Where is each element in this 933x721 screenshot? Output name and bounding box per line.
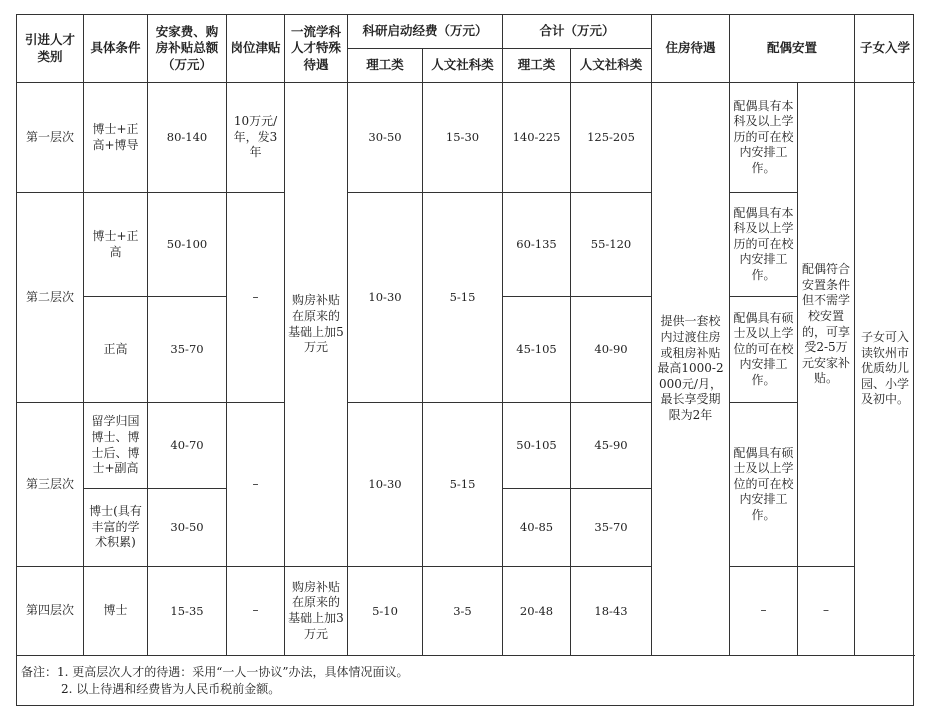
level-2-allowance: – bbox=[227, 193, 285, 403]
level-3-startup-hum: 5-15 bbox=[423, 403, 503, 567]
level-1-settle: 80-140 bbox=[148, 83, 227, 193]
level-4-total-hum: 18-43 bbox=[571, 567, 652, 656]
header-category: 引进人才类别 bbox=[17, 15, 84, 83]
level-2a-settle: 50-100 bbox=[148, 193, 227, 297]
header-total-hum: 人文社科类 bbox=[571, 49, 652, 83]
level-3a-condition: 留学归国博士、博士后、博士+副高 bbox=[84, 403, 148, 489]
level-3-startup-sci: 10-30 bbox=[348, 403, 423, 567]
level-4-settle: 15-35 bbox=[148, 567, 227, 656]
special-treatment: 购房补贴在原来的基础上加5万元 bbox=[285, 83, 348, 567]
level-3a-total-sci: 50-105 bbox=[503, 403, 571, 489]
level-1-startup-hum: 15-30 bbox=[423, 83, 503, 193]
level-4-allowance: – bbox=[227, 567, 285, 656]
header-condition: 具体条件 bbox=[84, 15, 148, 83]
level-4-spouse: – bbox=[730, 567, 798, 656]
level-1-spouse: 配偶具有本科及以上学历的可在校内安排工作。 bbox=[730, 83, 798, 193]
level-2a-total-hum: 55-120 bbox=[571, 193, 652, 297]
spouse-extra-allowance: 配偶符合安置条件但不需学校安置的，可享受2-5万元安家补贴。 bbox=[798, 83, 855, 567]
level-1-allowance: 10万元/年，发3年 bbox=[227, 83, 285, 193]
level-3b-total-hum: 35-70 bbox=[571, 489, 652, 567]
header-children: 子女入学 bbox=[855, 15, 915, 83]
header-spouse: 配偶安置 bbox=[730, 15, 855, 83]
level-3b-total-sci: 40-85 bbox=[503, 489, 571, 567]
note-line-1: 备注：1. 更高层次人才的待遇：采用“一人一协议”办法，具体情况面议。 bbox=[21, 665, 409, 679]
level-3a-settle: 40-70 bbox=[148, 403, 227, 489]
level-1-total-sci: 140-225 bbox=[503, 83, 571, 193]
header-startup-sci: 理工类 bbox=[348, 49, 423, 83]
level-1-startup-sci: 30-50 bbox=[348, 83, 423, 193]
level-3-label: 第三层次 bbox=[17, 403, 84, 567]
level-4-spouse-extra: – bbox=[798, 567, 855, 656]
table-notes bbox=[17, 656, 915, 707]
level-3-allowance: – bbox=[227, 403, 285, 567]
level-2b-total-sci: 45-105 bbox=[503, 297, 571, 403]
header-settle: 安家费、购房补贴总额（万元） bbox=[148, 15, 227, 83]
level-3a-total-hum: 45-90 bbox=[571, 403, 652, 489]
level-2-startup-sci: 10-30 bbox=[348, 193, 423, 403]
housing-treatment: 提供一套校内过渡住房或租房补贴最高1000-2000元/月，最长享受期限为2年 bbox=[652, 83, 730, 656]
level-3-spouse: 配偶具有硕士及以上学位的可在校内安排工作。 bbox=[730, 403, 798, 567]
level-4-condition: 博士 bbox=[84, 567, 148, 656]
level-1-total-hum: 125-205 bbox=[571, 83, 652, 193]
level-3b-settle: 30-50 bbox=[148, 489, 227, 567]
level-2b-condition: 正高 bbox=[84, 297, 148, 403]
level-2a-spouse: 配偶具有本科及以上学历的可在校内安排工作。 bbox=[730, 193, 798, 297]
level-2a-condition: 博士+正高 bbox=[84, 193, 148, 297]
level-1-condition: 博士+正高+博导 bbox=[84, 83, 148, 193]
level-4-label: 第四层次 bbox=[17, 567, 84, 656]
note-line-2: 2. 以上待遇和经费皆为人民币税前金额。 bbox=[61, 682, 281, 697]
header-startup-hum: 人文社科类 bbox=[423, 49, 503, 83]
header-startup: 科研启动经费（万元） bbox=[348, 15, 503, 49]
level-4-total-sci: 20-48 bbox=[503, 567, 571, 656]
level-2-label: 第二层次 bbox=[17, 193, 84, 403]
header-special: 一流学科人才特殊待遇 bbox=[285, 15, 348, 83]
header-housing: 住房待遇 bbox=[652, 15, 730, 83]
level-1-label: 第一层次 bbox=[17, 83, 84, 193]
level-2a-total-sci: 60-135 bbox=[503, 193, 571, 297]
level-4-startup-sci: 5-10 bbox=[348, 567, 423, 656]
children-education: 子女可入读钦州市优质幼儿园、小学及初中。 bbox=[855, 83, 915, 656]
header-post-allowance: 岗位津贴 bbox=[227, 15, 285, 83]
talent-policy-table bbox=[16, 14, 914, 706]
level-2b-total-hum: 40-90 bbox=[571, 297, 652, 403]
header-total-sci: 理工类 bbox=[503, 49, 571, 83]
header-total: 合计（万元） bbox=[503, 15, 652, 49]
level-2b-settle: 35-70 bbox=[148, 297, 227, 403]
level-2-startup-hum: 5-15 bbox=[423, 193, 503, 403]
level-3b-condition: 博士(具有丰富的学术积累) bbox=[84, 489, 148, 567]
level-4-special: 购房补贴在原来的基础上加3万元 bbox=[285, 567, 348, 656]
level-4-startup-hum: 3-5 bbox=[423, 567, 503, 656]
level-2b-spouse: 配偶具有硕士及以上学位的可在校内安排工作。 bbox=[730, 297, 798, 403]
